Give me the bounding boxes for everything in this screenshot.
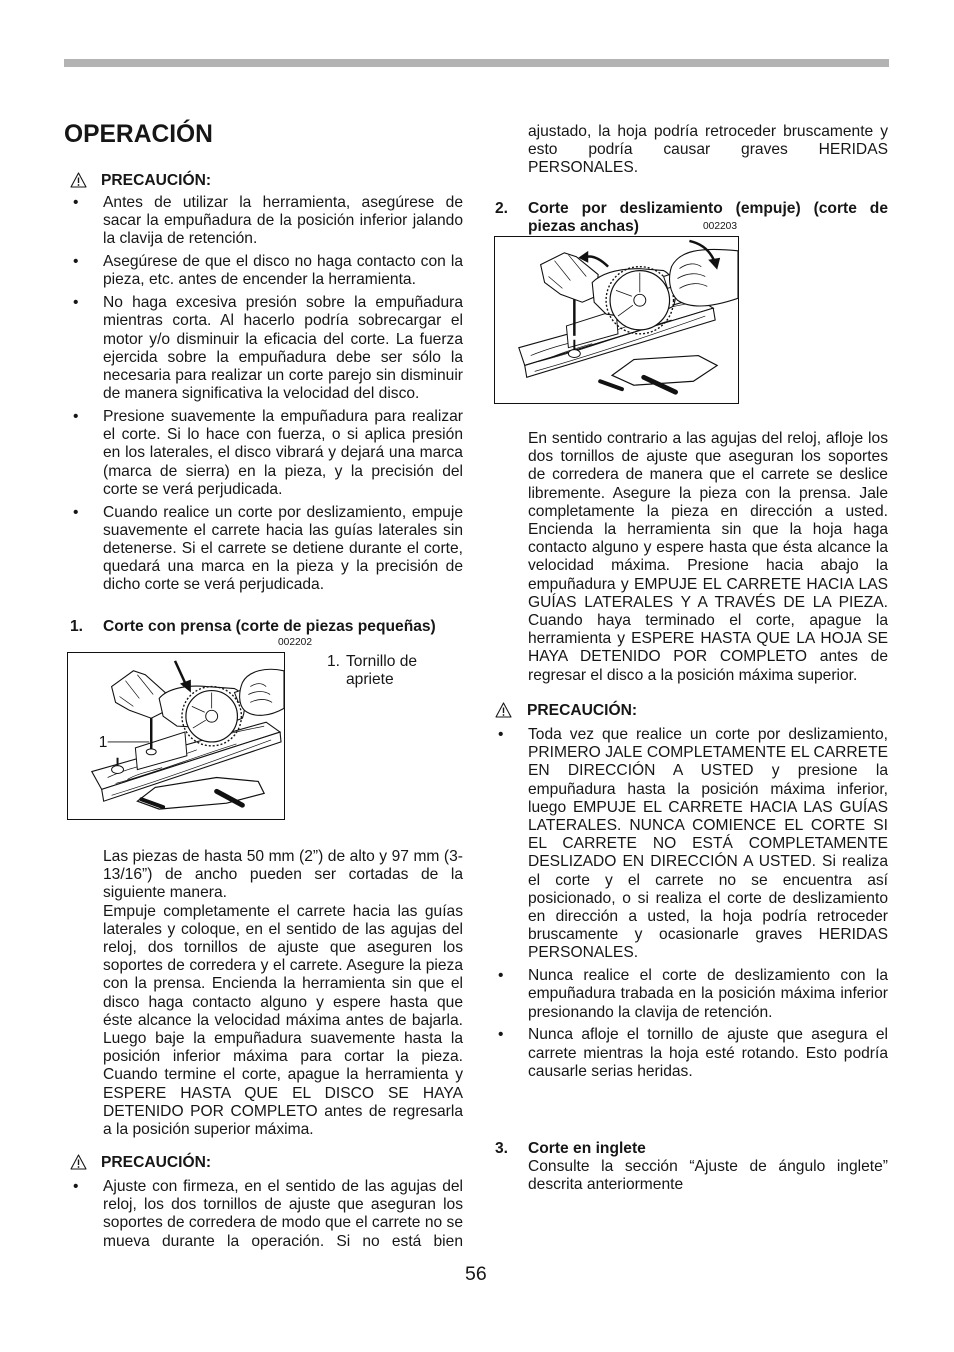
warning-exclamation-dot [78, 1166, 80, 1168]
down-arrow-shaft [175, 661, 186, 685]
bullet: • [498, 1026, 504, 1044]
bullet: • [73, 294, 79, 312]
page-title: OPERACIÓN [64, 121, 213, 148]
list-item-text: Cuando realice un corte por deslizamiento, empuje suavemente el carrete hacia las guías laterales sin detenerse. Si el carrete se detiene durante el corte, quedará una marca en la pieza y la precisión de dicho corte se verá perjudicada. [103, 503, 463, 594]
bullet: • [73, 1178, 79, 1195]
figure-clamp-cut [67, 652, 285, 820]
section-body: En sentido contrario a las agujas del reloj, afloje los dos tornillos de ajuste que aseguran los soportes de corredera de manera que el carrete se deslice libremente. Asegure la pieza con la prensa. Jale completamente la pieza en dirección a usted. Encienda la herramienta sin que la hoja haga contacto alguno y espere hasta que ésta alcance la velocidad máxima. Presione hacia abajo la empuñadura y EMPUJE EL CARRETE HACIA LAS GUÍAS LATERALES Y A TRAVÉS DE LA PIEZA. Cuando haya terminado el corte, apague la herramienta y ESPERE HASTA QUE LA HOJA SE HAYA DETENIDO POR COMPLETO antes de regresar el disco a la posición máxima superior. [528, 430, 888, 684]
vise-knob [568, 350, 580, 358]
warning-triangle-icon [495, 702, 512, 718]
caution-label: PRECAUCIÓN: [101, 172, 212, 189]
section-heading [495, 1140, 888, 1195]
figure-code: 002202 [278, 637, 312, 648]
warning-exclamation-dot [78, 184, 80, 186]
header-rule [64, 59, 889, 67]
caution-heading [70, 1154, 463, 1173]
figure-caption [327, 653, 452, 693]
dust-bag [112, 671, 166, 718]
vise-knob [112, 766, 124, 774]
list-item [70, 294, 463, 403]
paragraph: Las piezas de hasta 50 mm (2”) de alto y 97 mm (3-13/16”) de ancho pueden ser cortadas de la siguiente manera. [103, 848, 463, 902]
list-item-text: Ajuste con firmeza, en el sentido de las agujas del reloj, los dos tornillos de ajuste que aseguran los soportes de corredera de modo que el carrete no se mueva durante la operación. Si no está bien [103, 1178, 463, 1250]
bullet: • [498, 726, 504, 743]
caution-list [70, 1178, 463, 1255]
caution-label: PRECAUCIÓN: [101, 1154, 212, 1171]
bullet: • [73, 408, 79, 426]
section-number: 1. [70, 618, 84, 635]
continued-text: ajustado, la hoja podría retroceder bruscamente y esto podría causar graves HERIDAS PERSONALES. [528, 123, 888, 177]
figure-code: 002203 [703, 221, 737, 232]
section-body: Consulte la sección “Ajuste de ángulo inglete” descrita anteriormente [528, 1157, 888, 1194]
list-item [70, 1178, 463, 1251]
figure-callout: 1 [98, 733, 108, 751]
list-item-text: Presione suavemente la empuñadura para realizar el corte. Si lo hace con fuerza, o si aplica presión en los laterales, el disco vibrará y dejará una marca (marca de sierra) en la pieza, y la precisión del corte se verá perjudicada. [103, 408, 463, 498]
operator-hand [240, 669, 284, 715]
list-item [495, 967, 888, 1022]
section-title: Corte en inglete [528, 1139, 646, 1157]
list-item [70, 408, 463, 499]
list-item [70, 253, 463, 289]
caution-heading [495, 702, 888, 721]
warning-triangle-icon [70, 1154, 87, 1170]
list-item [495, 1026, 888, 1081]
list-item-text: Nunca afloje el tornillo de ajuste que asegura el carrete mientras la hoja esté rotando. Esto podría causarle serias heridas. [528, 1026, 888, 1080]
list-item [70, 504, 463, 595]
list-item-text: Antes de utilizar la herramienta, asegúrese de sacar la empuñadura de la posición inferior jalando la clavija de retención. [103, 194, 463, 248]
slide-arrow-shaft [586, 256, 608, 266]
caution-heading [70, 172, 463, 191]
list-item-text: No haga excesiva presión sobre la empuñadura mientras corta. Al hacerlo podría sobrecargar el motor y/o disminuir la eficacia del corte. La fuerza ejercida sobre la empuñadura debe ser sólo la necesaria para realizar un corte parejo sin disminuir de manera significativa la velocidad del disco. [103, 294, 463, 403]
vise-foot [146, 749, 156, 755]
section-number: 2. [495, 200, 509, 218]
warning-exclamation-dot [503, 714, 505, 716]
list-item [495, 726, 888, 963]
caution-list [495, 726, 888, 1086]
list-item-text: Nunca realice el corte de deslizamiento con la empuñadura trabada en la posición máxima inferior presionando la clavija de retención. [528, 967, 888, 1021]
section-body [103, 848, 463, 1139]
section-title: Corte por deslizamiento (empuje) (corte de piezas anchas) [528, 200, 888, 236]
blade-hub [634, 294, 646, 306]
caption-text: Tornillo de apriete [346, 653, 418, 689]
figure-slide-cut [494, 236, 739, 404]
bullet: • [73, 503, 79, 521]
bullet: • [73, 253, 79, 271]
base-foot [600, 381, 622, 389]
warning-triangle-icon [70, 172, 87, 188]
list-item-text: Asegúrese de que el disco no haga contacto con la pieza, etc. antes de encender la herramienta. [103, 253, 463, 289]
list-item-text: Toda vez que realice un corte por deslizamiento, PRIMERO JALE COMPLETAMENTE EL CARRETE EN DIRECCIÓN A USTED y presione la empuñadura hasta la posición máxima inferior, luego EMPUJE EL CARRETE HACIA LAS GUÍAS LATERALES. NUNCA COMIENCE EL CORTE SI EL CARRETE NO ESTÁ COMPLETAMENTE DESLIZADO EN DIRECCIÓN A USTED. Si realiza el corte y el carrete no se encuentra así posicionado, o si realiza el corte de deslizamiento en dirección a usted, la hoja podría retroceder bruscamente y ocasionarle graves HERIDAS PERSONALES. [528, 726, 888, 962]
caution-label: PRECAUCIÓN: [527, 702, 638, 719]
page-number: 56 [465, 1263, 487, 1285]
caption-number: 1. [327, 653, 341, 670]
section-number: 3. [495, 1139, 509, 1157]
section-heading [495, 200, 888, 236]
miter-saw-slide-illustration [495, 237, 738, 403]
caution-list [70, 194, 463, 599]
blade-hub [206, 710, 218, 722]
section-heading [70, 618, 463, 636]
bullet: • [73, 194, 79, 211]
list-item [70, 194, 463, 249]
operator-hand [670, 249, 738, 306]
miter-saw-clamp-illustration [68, 653, 284, 819]
saw-base [612, 356, 717, 386]
paragraph: Empuje completamente el carrete hacia las guías laterales y coloque, en el sentido de las agujas del reloj, dos tornillos de ajuste que aseguren los soportes de corredera y el carrete. Asegure la pieza con la prensa. Encienda la herramienta sin que el disco haga contacto alguno y espere hasta que éste alcance la velocidad máxima antes de bajarla. Luego baje la empuñadura suavemente hasta la posición inferior máxima para cortar la pieza. Cuando termine el corte, apague la herramienta y ESPERE HASTA QUE EL DISCO SE HAYA DETENIDO POR COMPLETO antes de regresarla a la posición superior máxima. [103, 902, 463, 1139]
section-title: Corte con prensa (corte de piezas pequeñas) [103, 618, 436, 635]
bullet: • [498, 967, 504, 985]
